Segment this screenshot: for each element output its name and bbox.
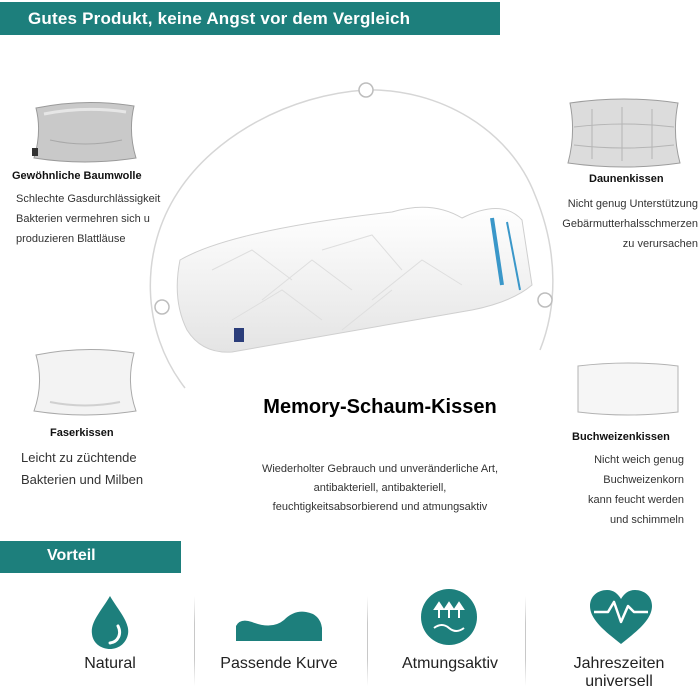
heart-pulse-icon <box>588 588 654 646</box>
fiber-pillow-name: Faserkissen <box>50 427 114 439</box>
fiber-line-2: Bakterien und Milben <box>21 472 144 487</box>
memory-line-2: antibakteriell, antibakteriell, <box>313 482 447 494</box>
down-pillow-name: Daunenkissen <box>589 173 664 185</box>
advantages-title: Vorteil <box>47 547 96 564</box>
breathable-arrows-icon <box>420 588 478 646</box>
cotton-line-3: produzieren Blattläuse <box>16 233 126 245</box>
cotton-pillow-description <box>16 189 160 249</box>
memory-line-3: feuchtigkeitsabsorbierend und atmungsaktiv <box>272 501 488 513</box>
advantages-banner <box>0 541 181 573</box>
memory-line-1: Wiederholter Gebrauch und unveränderliche Art, <box>261 463 499 475</box>
feature-breathable-label: Atmungsaktiv <box>401 655 499 672</box>
memory-foam-pillow-image <box>172 190 552 360</box>
buckwheat-line-2: Buchweizenkorn <box>603 474 684 486</box>
down-line-3: zu verursachen <box>622 238 698 250</box>
feature-seasons-line-2: universell <box>585 673 653 690</box>
fiber-pillow-image <box>30 347 140 419</box>
down-pillow-image <box>562 97 684 172</box>
page-title: Gutes Produkt, keine Angst vor dem Vergleich <box>28 9 411 28</box>
feature-divider <box>525 596 526 686</box>
memory-foam-title: Memory-Schaum-Kissen <box>263 396 497 418</box>
fiber-line-1: Leicht zu züchtende <box>21 450 137 465</box>
feature-seasons-label <box>544 655 694 691</box>
buckwheat-line-1: Nicht weich genug <box>594 454 684 466</box>
down-line-1: Nicht genug Unterstützung <box>567 198 698 210</box>
curve-icon <box>232 608 326 644</box>
down-line-2: Gebärmutterhalsschmerzen <box>562 218 698 230</box>
feature-curve-label: Passende Kurve <box>220 655 338 672</box>
cotton-line-1: Schlechte Gasdurchlässigkeit <box>16 193 161 205</box>
feature-natural-label: Natural <box>84 655 136 672</box>
fiber-pillow-description <box>21 447 143 491</box>
feature-seasons-line-1: Jahreszeiten <box>573 655 665 672</box>
buckwheat-line-4: und schimmeln <box>610 514 684 526</box>
buckwheat-pillow-name: Buchweizenkissen <box>572 431 670 443</box>
cotton-pillow-name: Gewöhnliche Baumwolle <box>12 170 142 182</box>
buckwheat-pillow-image <box>574 362 682 417</box>
feature-divider <box>367 596 368 686</box>
memory-foam-description <box>180 460 580 517</box>
feature-divider <box>194 596 195 686</box>
cotton-pillow-image <box>30 100 140 165</box>
buckwheat-line-3: kann feucht werden <box>587 494 684 506</box>
cotton-line-2: Bakterien vermehren sich u <box>16 213 150 225</box>
water-drop-icon <box>88 594 132 650</box>
